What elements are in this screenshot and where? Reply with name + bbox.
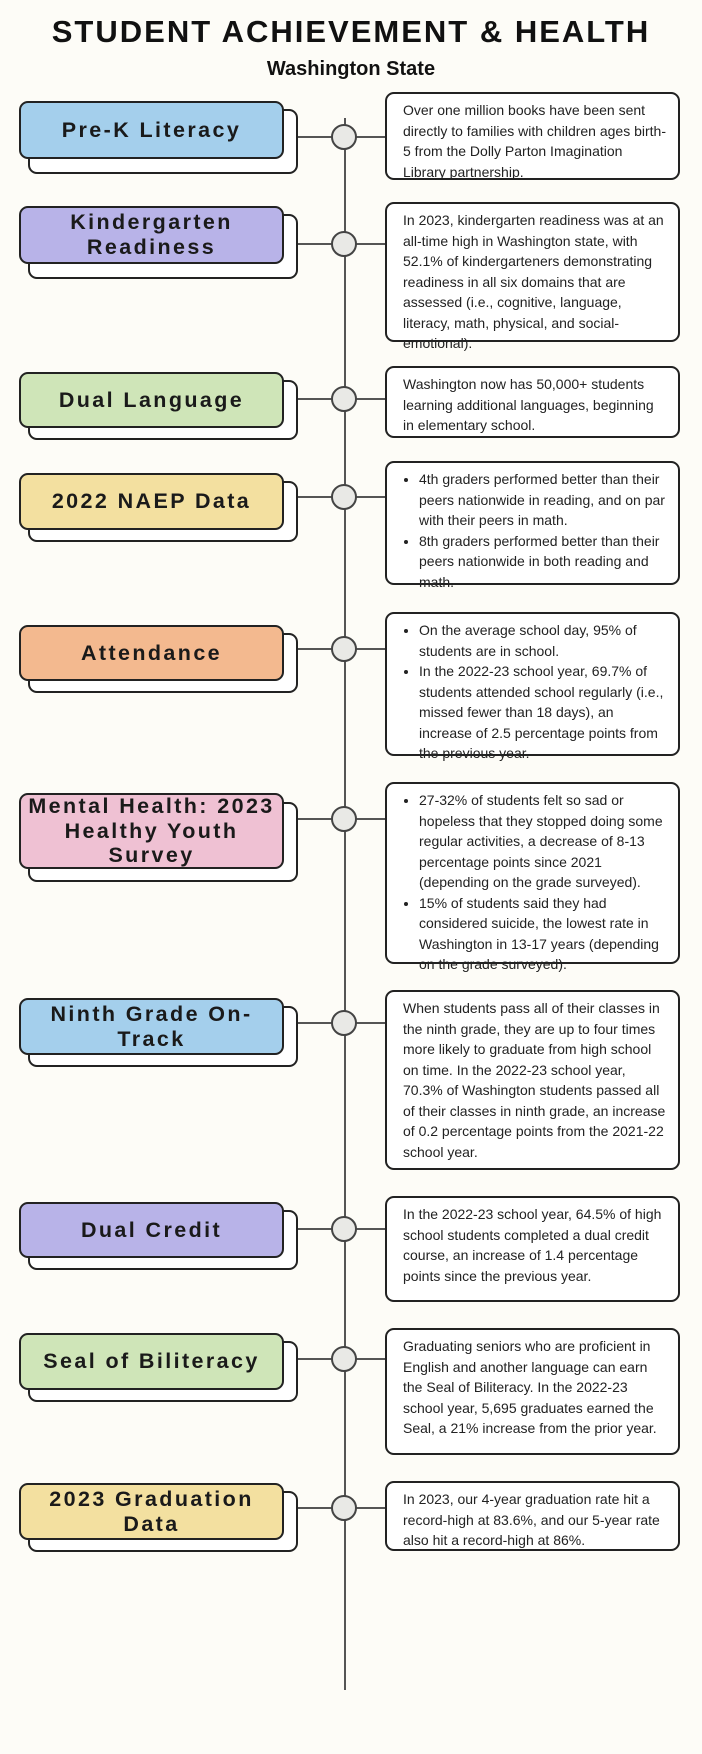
description-kindergarten-readiness: In 2023, kindergarten readiness was at an all-time high in Washington state, with 52.1% of kindergarteners demonstrating readiness in all six domains that are assessed (i.e., cognitive, language, literacy, math, physical, and social-emotional).: [385, 202, 680, 342]
timeline-node: [331, 806, 357, 832]
bullet-item: • In the 2022-23 school year, 69.7% of students attended school regularly (i.e., missed fewer than 18 days), an increase of 2.5 percentage points from the previous year.: [419, 661, 666, 764]
description-graduation-data: In 2023, our 4-year graduation rate hit a record-high at 83.6%, and our 5-year rate also hit a record-high at 86%.: [385, 1481, 680, 1551]
bullet-item: • 27-32% of students felt so sad or hopeless that they stopped doing some regular activities, a decrease of 8-13 percentage points since 2021 (depending on the grade surveyed).: [419, 790, 666, 893]
bullet-item: • 8th graders performed better than their peers nationwide in both reading and math.: [419, 531, 666, 593]
label-graduation-data: 2023 Graduation Data: [19, 1483, 284, 1540]
label-ninth-grade: Ninth Grade On-Track: [19, 998, 284, 1055]
description-dual-credit: In the 2022-23 school year, 64.5% of high school students completed a dual credit course, an increase of 1.4 percentage points since the previous year.: [385, 1196, 680, 1302]
label-attendance: Attendance: [19, 625, 284, 681]
label-seal-of-biliteracy: Seal of Biliteracy: [19, 1333, 284, 1390]
label-kindergarten-readiness: Kindergarten Readiness: [19, 206, 284, 264]
bullet-item: • 15% of students said they had considered suicide, the lowest rate in Washington in 13-17 years (depending on the grade surveyed).: [419, 893, 666, 975]
label-dual-language: Dual Language: [19, 372, 284, 428]
description-dual-language: Washington now has 50,000+ students learning additional languages, beginning in elementary school.: [385, 366, 680, 438]
timeline-node: [331, 636, 357, 662]
page-subtitle: Washington State: [266, 58, 436, 80]
description-ninth-grade: When students pass all of their classes in the ninth grade, they are up to four times more likely to graduate from high school on time. In the 2022-23 school year, 70.3% of Washington students passed all of their classes in ninth grade, an increase of 0.2 percentage points from the 2021-22 school year.: [385, 990, 680, 1170]
timeline-node: [331, 1495, 357, 1521]
description-mental-health: [385, 782, 680, 972]
description-seal-of-biliteracy: Graduating seniors who are proficient in English and another language can earn the Seal of Biliteracy. In the 2022-23 school year, 5,695 graduates earned the Seal, a 21% increase from the prior year.: [385, 1328, 680, 1455]
description-attendance: [385, 612, 680, 761]
description-pre-k-literacy: Over one million books have been sent directly to families with children ages birth-5 from the Dolly Parton Imagination Library partnership.: [385, 92, 680, 180]
timeline-node: [331, 484, 357, 510]
timeline-node: [331, 1346, 357, 1372]
label-mental-health: Mental Health: 2023 Healthy Youth Survey: [19, 793, 284, 869]
bullet-item: • On the average school day, 95% of students are in school.: [419, 620, 666, 661]
bullet-item: • 4th graders performed better than their peers nationwide in reading, and on par with their peers in math.: [419, 469, 666, 531]
label-dual-credit: Dual Credit: [19, 1202, 284, 1258]
timeline-node: [331, 1216, 357, 1242]
timeline-node: [331, 231, 357, 257]
page-title: STUDENT ACHIEVEMENT & HEALTH: [51, 14, 651, 49]
description-naep-data: [385, 461, 680, 590]
timeline-spine: [344, 118, 346, 1690]
timeline-node: [331, 1010, 357, 1036]
timeline-node: [331, 124, 357, 150]
timeline-node: [331, 386, 357, 412]
label-naep-data: 2022 NAEP Data: [19, 473, 284, 530]
label-pre-k-literacy: Pre-K Literacy: [19, 101, 284, 159]
